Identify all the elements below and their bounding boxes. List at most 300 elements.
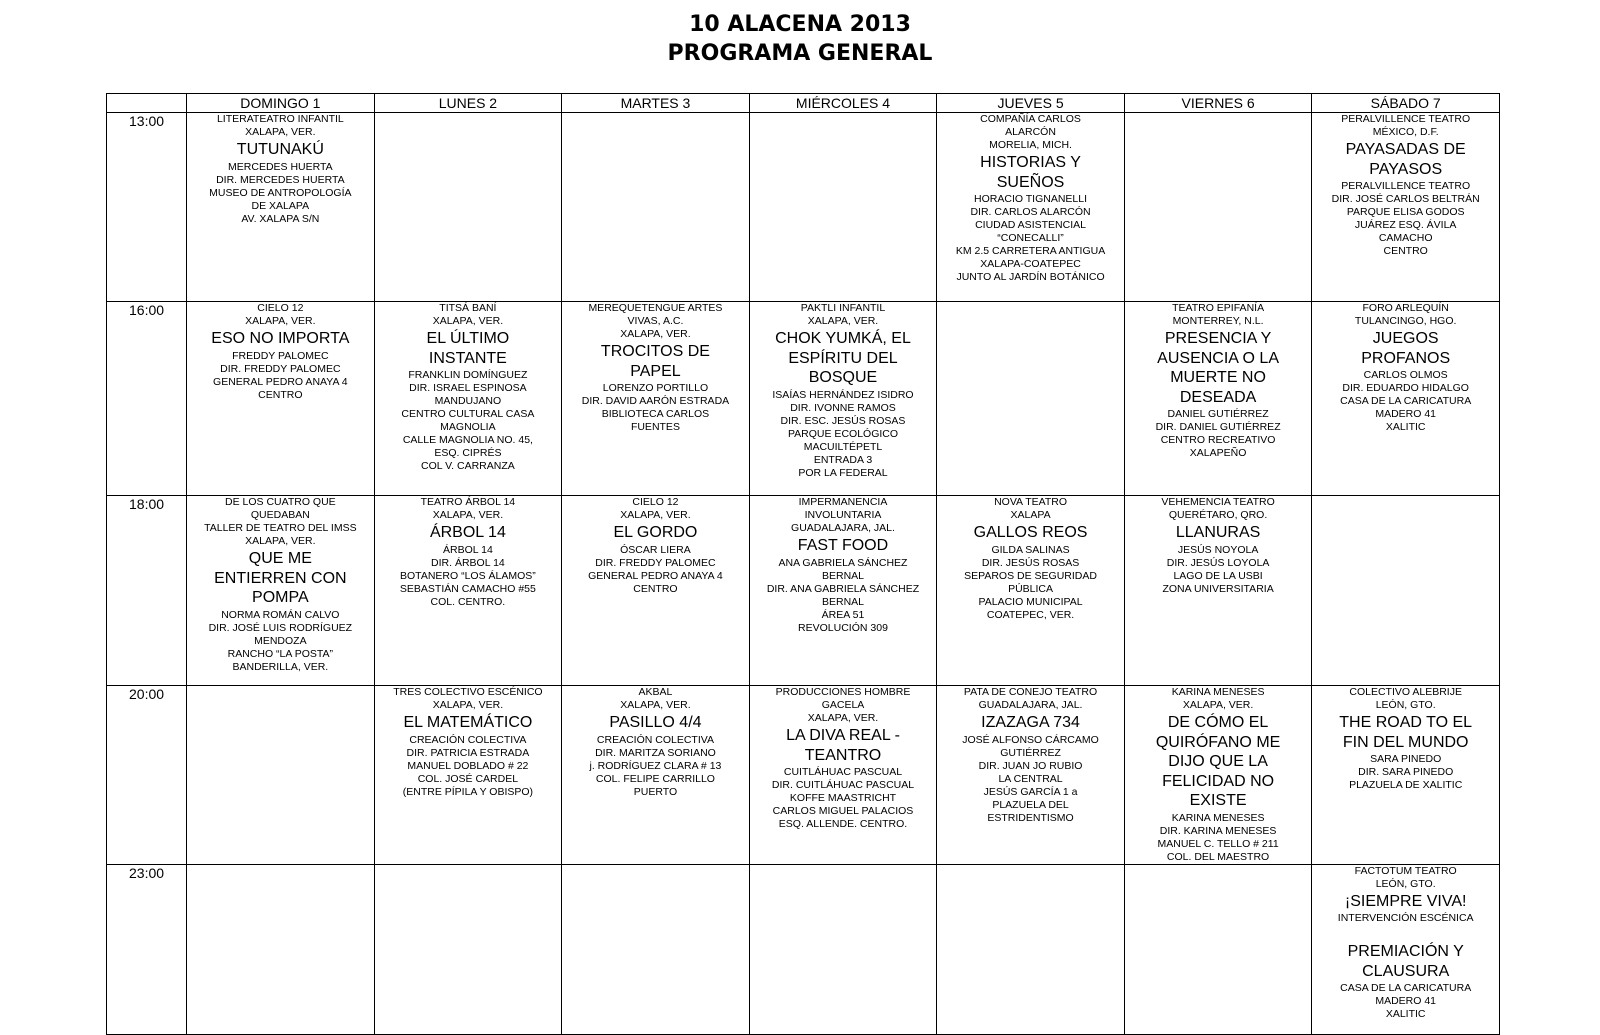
event-details — [939, 544, 1122, 622]
title-line: THE ROAD TO EL — [1339, 714, 1473, 731]
title-line: MUERTE NO — [1170, 369, 1266, 386]
detail-line: XALAPA, VER. — [432, 509, 504, 521]
detail-line: SEBASTIÁN CAMACHO #55 — [399, 582, 536, 595]
event-title — [939, 522, 1122, 544]
event-details — [752, 766, 935, 831]
detail-line: PÚBLICA — [1008, 582, 1053, 595]
event-details — [1314, 686, 1497, 712]
detail-line: XALAPA, VER. — [432, 315, 504, 327]
title-line: DIJO QUE LA — [1168, 753, 1268, 770]
detail-line: KARINA MENESES — [1171, 811, 1265, 824]
detail-line: KM 2.5 CARRETERA ANTIGUA — [955, 245, 1106, 257]
detail-line: FACTOTUM TEATRO — [1354, 864, 1457, 877]
detail-line: DIR. CARLOS ALARCÓN — [970, 206, 1091, 218]
event-cell — [937, 113, 1125, 302]
title-line: EL ÚLTIMO — [426, 330, 510, 347]
detail-line: PERALVILLENCE TEATRO — [1341, 180, 1471, 192]
title-line: CHOK YUMKÁ, EL — [775, 330, 911, 347]
detail-line: JUNTO AL JARDÍN BOTÁNICO — [956, 271, 1105, 283]
event-title — [189, 139, 372, 161]
event-cell — [1124, 496, 1312, 686]
detail-line: CENTRO CULTURAL CASA — [401, 408, 535, 420]
event-cell — [749, 496, 937, 686]
event-cell — [562, 302, 750, 496]
detail-line: DIR. KARINA MENESES — [1159, 824, 1277, 837]
event-details — [752, 557, 935, 635]
event-cell — [1124, 302, 1312, 496]
event-details — [1127, 302, 1310, 328]
event-cell — [1312, 113, 1500, 302]
time-row — [107, 496, 1500, 686]
time-label: 18:00 — [107, 496, 187, 686]
event-details — [377, 302, 560, 328]
detail-line: JUÁREZ ESQ. ÁVILA — [1354, 219, 1457, 231]
detail-line: CENTRO RECREATIVO — [1160, 434, 1276, 446]
detail-line: CARLOS OLMOS — [1363, 369, 1448, 381]
event-title — [189, 328, 372, 350]
title-line: ÁRBOL 14 — [429, 524, 506, 541]
time-row — [107, 302, 1500, 496]
detail-line: CREACIÓN COLECTIVA — [596, 733, 714, 746]
event-details — [1127, 544, 1310, 596]
title-line: ESPÍRITU DEL — [788, 349, 898, 367]
event-details — [189, 496, 372, 548]
event-title — [939, 712, 1122, 734]
detail-line: ISAÍAS HERNÁNDEZ ISIDRO — [772, 388, 914, 401]
time-row — [107, 113, 1500, 302]
event-details — [377, 544, 560, 609]
event-details — [564, 382, 747, 434]
event-title — [1314, 328, 1497, 369]
title-line: QUIRÓFANO ME — [1155, 733, 1281, 751]
detail-line: FORO ARLEQUÍN — [1362, 302, 1449, 314]
detail-line: CIELO 12 — [257, 302, 304, 314]
event-title — [1314, 891, 1497, 913]
detail-line: XALITIC — [1385, 421, 1426, 433]
detail-line: INVOLUNTARIA — [804, 509, 882, 521]
detail-line: XALAPA, VER. — [620, 699, 691, 711]
title-line: ESO NO IMPORTA — [211, 330, 350, 347]
detail-line: MERCEDES HUERTA — [228, 160, 333, 173]
detail-line: DIR. JUAN JO RUBIO — [978, 759, 1083, 772]
detail-line: GUADALAJARA, JAL. — [791, 522, 895, 534]
event-details — [564, 496, 747, 522]
event-cell — [937, 302, 1125, 496]
detail-line: DIR. IVONNE RAMOS — [790, 401, 896, 414]
detail-line: NORMA ROMÁN CALVO — [221, 608, 340, 621]
day-header: LUNES 2 — [374, 94, 562, 113]
detail-line: MADERO 41 — [1375, 995, 1437, 1007]
detail-line: XALAPA, VER. — [432, 699, 504, 711]
detail-line: XALAPA, VER. — [620, 509, 691, 521]
detail-line: CAMACHO — [1378, 232, 1433, 244]
detail-line: CUITLÁHUAC PASCUAL — [783, 766, 903, 778]
detail-line: COL. JOSÉ CARDEL — [417, 772, 519, 785]
detail-line: PERALVILLENCE TEATRO — [1341, 113, 1471, 125]
title-line: LA DIVA REAL - — [786, 727, 900, 744]
event-title — [939, 152, 1122, 193]
event-details — [189, 161, 372, 226]
detail-line: XALAPA, VER. — [245, 535, 316, 547]
day-header: MIÉRCOLES 4 — [749, 94, 937, 113]
detail-line: CARLOS MIGUEL PALACIOS — [772, 805, 914, 817]
detail-line: ANA GABRIELA SÁNCHEZ — [778, 556, 908, 569]
detail-line: XALAPA — [1010, 509, 1051, 521]
event-cell — [374, 113, 562, 302]
detail-line: j. RODRÍGUEZ CLARA # 13 — [589, 759, 722, 772]
title-line: EXISTE — [1189, 792, 1247, 809]
detail-line: DIR. JOSÉ LUIS RODRÍGUEZ — [208, 621, 353, 634]
detail-line: PLAZUELA DE XALITIC — [1349, 779, 1463, 791]
event-cell — [187, 113, 375, 302]
detail-line: DIR. EDUARDO HIDALGO — [1342, 382, 1469, 394]
event-title — [1314, 712, 1497, 753]
event-cell — [374, 686, 562, 865]
detail-line: TEATRO EPIFANÍA — [1172, 302, 1265, 314]
event-cell — [1312, 864, 1500, 1034]
detail-line: XALAPA, VER. — [807, 712, 879, 724]
detail-line: MACUILTÉPETL — [803, 440, 883, 453]
detail-line: GUADALAJARA, JAL. — [978, 699, 1083, 711]
time-label: 23:00 — [107, 864, 187, 1034]
title-line: TROCITOS DE — [600, 343, 710, 360]
title-line: SUEÑOS — [996, 173, 1065, 191]
detail-line: (ENTRE PÍPILA Y OBISPO) — [402, 785, 534, 798]
title-line: PRESENCIA Y — [1164, 330, 1272, 347]
corner-cell — [107, 94, 187, 113]
detail-line: KOFFE MAASTRICHT — [789, 792, 897, 804]
title-line: PASILLO 4/4 — [609, 714, 702, 731]
title-line: IZAZAGA 734 — [981, 714, 1080, 731]
detail-line: COMPAÑÍA CARLOS — [980, 113, 1081, 125]
title-line-1: 10 ALACENA 2013 — [689, 12, 911, 37]
detail-line: PATA DE CONEJO TEATRO — [963, 686, 1098, 698]
detail-line: XALAPA, VER. — [620, 328, 691, 340]
event-details — [1127, 686, 1310, 712]
detail-line: BERNAL — [821, 569, 864, 582]
event-cell — [374, 302, 562, 496]
schedule-table — [106, 93, 1500, 1035]
event-cell — [562, 113, 750, 302]
title-line: INSTANTE — [428, 349, 507, 367]
detail-line: COL. FELIPE CARRILLO — [595, 772, 715, 785]
event-cell — [937, 496, 1125, 686]
detail-line: GUTIÉRREZ — [1000, 746, 1061, 759]
detail-line: CIELO 12 — [632, 496, 679, 508]
document-title — [0, 10, 1600, 68]
event-cell — [749, 686, 937, 865]
event-title — [1127, 712, 1310, 812]
event-details — [1314, 180, 1497, 258]
spacer — [1314, 925, 1497, 941]
event-details — [1127, 408, 1310, 460]
title-line: PROFANOS — [1361, 349, 1451, 367]
detail-line: XALAPEÑO — [1189, 447, 1247, 459]
event-details — [377, 734, 560, 799]
detail-line: DIR. DANIEL GUTIÉRREZ — [1155, 421, 1281, 433]
detail-line: DIR. MERCEDES HUERTA — [216, 173, 345, 186]
detail-line: LEÓN, GTO. — [1375, 877, 1436, 890]
detail-line: ESTRIDENTISMO — [987, 811, 1074, 824]
title-line: JUEGOS — [1372, 330, 1439, 347]
header-row — [107, 94, 1500, 113]
detail-line: TALLER DE TEATRO DEL IMSS — [204, 522, 357, 534]
detail-line: MANDUJANO — [434, 395, 502, 407]
event-title — [1314, 941, 1497, 982]
event-cell — [1124, 113, 1312, 302]
title-line: HISTORIAS Y — [980, 154, 1081, 171]
detail-line: DIR. JESÚS ROSAS — [981, 556, 1080, 569]
event-title — [564, 522, 747, 544]
event-cell — [1124, 864, 1312, 1034]
detail-line: BOTANERO “LOS ÁLAMOS” — [400, 569, 536, 582]
event-title — [1314, 139, 1497, 180]
detail-line: CALLE MAGNOLIA NO. 45, — [402, 434, 533, 446]
detail-line: CREACIÓN COLECTIVA — [409, 733, 527, 746]
detail-line: ÓSCAR LIERA — [620, 543, 691, 556]
title-line: TUTUNAKÚ — [236, 141, 324, 158]
detail-line: MANUEL C. TELLO # 211 — [1157, 837, 1279, 850]
day-header: JUEVES 5 — [937, 94, 1125, 113]
event-cell — [1312, 496, 1500, 686]
detail-line: TEATRO ÁRBOL 14 — [420, 496, 516, 508]
detail-line: XALAPA, VER. — [807, 315, 879, 327]
detail-line: DIR. MARITZA SORIANO — [595, 746, 716, 759]
event-details — [939, 734, 1122, 825]
event-details — [939, 113, 1122, 152]
detail-line: LITERATEATRO INFANTIL — [216, 113, 344, 125]
detail-line: DIR. CUITLÁHUAC PASCUAL — [771, 779, 915, 791]
detail-line: DIR. ISRAEL ESPINOSA — [409, 382, 527, 394]
event-details — [1314, 113, 1497, 139]
detail-line: XALAPA, VER. — [245, 126, 316, 138]
detail-line: LEÓN, GTO. — [1375, 699, 1436, 711]
detail-line: MONTERREY, N.L. — [1172, 315, 1264, 327]
detail-line: ALARCÓN — [1005, 126, 1056, 138]
event-details — [377, 686, 560, 712]
detail-line: DE LOS CUATRO QUE — [225, 496, 336, 508]
event-details — [939, 496, 1122, 522]
detail-line: NOVA TEATRO — [994, 496, 1067, 508]
event-details — [939, 686, 1122, 712]
time-row — [107, 686, 1500, 865]
title-line: POMPA — [252, 589, 309, 606]
event-title — [1127, 522, 1310, 544]
event-details — [1314, 865, 1497, 891]
event-cell — [749, 113, 937, 302]
detail-line: DIR. PATRICIA ESTRADA — [406, 746, 530, 759]
detail-line: MEREQUETENGUE ARTES — [588, 302, 723, 314]
event-cell — [562, 496, 750, 686]
detail-line: GACELA — [821, 699, 865, 711]
event-title — [564, 341, 747, 382]
detail-line: KARINA MENESES — [1171, 686, 1265, 698]
event-title — [377, 522, 560, 544]
detail-line: ENTRADA 3 — [813, 453, 873, 466]
detail-line: DIR. ÁRBOL 14 — [431, 556, 505, 569]
detail-line: COL V. CARRANZA — [421, 460, 515, 472]
detail-line: CENTRO — [258, 388, 303, 401]
detail-line: CASA DE LA CARICATURA — [1340, 395, 1472, 407]
event-cell — [749, 302, 937, 496]
detail-line: REVOLUCIÓN 309 — [798, 621, 888, 634]
event-cell — [1312, 686, 1500, 865]
detail-line: COLECTIVO ALEBRIJE — [1349, 686, 1462, 698]
event-cell — [749, 864, 937, 1034]
title-line: FAST FOOD — [797, 537, 889, 554]
detail-line: SEPAROS DE SEGURIDAD — [964, 569, 1097, 582]
detail-line: DIR. ANA GABRIELA SÁNCHEZ — [766, 582, 920, 595]
title-line: LLANURAS — [1175, 524, 1261, 541]
event-cell — [937, 686, 1125, 865]
event-details — [377, 496, 560, 522]
detail-line: XALITIC — [1385, 1008, 1426, 1020]
detail-line: DIR. FREDDY PALOMEC — [595, 556, 716, 569]
title-line: TEANTRO — [804, 746, 882, 764]
detail-line: QUERÉTARO, QRO. — [1168, 509, 1268, 521]
event-cell — [374, 496, 562, 686]
title-line: GALLOS REOS — [973, 524, 1088, 541]
detail-line: POR LA FEDERAL — [798, 466, 888, 479]
title-line: FELICIDAD NO — [1162, 772, 1275, 790]
detail-line: TITSÁ BANÍ — [439, 302, 497, 314]
detail-line: CENTRO — [1383, 245, 1428, 257]
event-title — [377, 328, 560, 369]
detail-line: SARA PINEDO — [1370, 753, 1442, 765]
detail-line: MADERO 41 — [1375, 408, 1437, 420]
title-line: BOSQUE — [808, 369, 878, 386]
detail-line: FUENTES — [630, 421, 680, 433]
detail-line: TULANCINGO, HGO. — [1354, 315, 1457, 327]
detail-line: JESÚS GARCÍA 1 a — [983, 785, 1078, 798]
detail-line: HORACIO TIGNANELLI — [974, 193, 1088, 205]
event-cell — [1312, 302, 1500, 496]
title-line: AUSENCIA O LA — [1157, 349, 1279, 367]
time-row — [107, 864, 1500, 1034]
detail-line: TRES COLECTIVO ESCÉNICO — [393, 686, 543, 698]
detail-line: DIR. SARA PINEDO — [1358, 766, 1454, 778]
detail-line: “CONECALLI” — [997, 232, 1064, 244]
title-line: EL GORDO — [613, 524, 698, 541]
detail-line: QUEDABAN — [250, 509, 310, 521]
detail-line: XALAPA-COATEPEC — [980, 258, 1081, 270]
title-line: EL MATEMÁTICO — [403, 714, 533, 731]
title-line: PAPEL — [630, 362, 681, 380]
event-cell — [187, 864, 375, 1034]
detail-line: MUSEO DE ANTROPOLOGÍA — [209, 186, 352, 199]
detail-line: VIVAS, A.C. — [627, 315, 684, 327]
detail-line: DIR. DAVID AARÓN ESTRADA — [581, 395, 730, 407]
title-line-2: PROGRAMA GENERAL — [667, 41, 933, 66]
detail-line: AKBAL — [638, 686, 673, 698]
event-details — [752, 496, 935, 535]
detail-line: RANCHO “LA POSTA” — [227, 647, 334, 660]
detail-line: AV. XALAPA S/N — [241, 212, 320, 225]
event-details — [564, 302, 747, 341]
detail-line: DIR. JOSÉ CARLOS BELTRÁN — [1331, 193, 1480, 205]
detail-line: GILDA SALINAS — [991, 543, 1070, 556]
event-title — [752, 725, 935, 766]
detail-line: CIUDAD ASISTENCIAL — [975, 219, 1086, 231]
detail-line: BIBLIOTECA CARLOS — [601, 408, 710, 420]
detail-line: MORELIA, MICH. — [989, 139, 1072, 151]
detail-line: MÉXICO, D.F. — [1372, 126, 1439, 138]
event-details — [1314, 369, 1497, 434]
title-line: CLAUSURA — [1362, 962, 1450, 980]
title-line: ¡SIEMPRE VIVA! — [1344, 892, 1467, 910]
event-cell — [187, 302, 375, 496]
detail-line: COATEPEC, VER. — [986, 608, 1075, 621]
detail-line: VEHEMENCIA TEATRO — [1161, 496, 1275, 508]
detail-line: PAKTLI INFANTIL — [800, 302, 886, 314]
time-label: 16:00 — [107, 302, 187, 496]
title-line: DE CÓMO EL — [1167, 714, 1269, 731]
event-details — [1314, 982, 1497, 1021]
event-details — [189, 113, 372, 139]
detail-line: INTERVENCIÓN ESCÉNICA — [1337, 912, 1474, 924]
event-title — [752, 535, 935, 557]
event-details — [752, 686, 935, 725]
detail-line: XALAPA, VER. — [1182, 699, 1254, 711]
detail-line: DIR. FREDDY PALOMEC — [220, 362, 341, 375]
detail-line: XALAPA, VER. — [245, 315, 316, 327]
detail-line: MANUEL DOBLADO # 22 — [407, 759, 529, 772]
detail-line: IMPERMANENCIA — [798, 496, 888, 508]
title-line: ENTIERREN CON — [214, 569, 347, 587]
detail-line: LAGO DE LA USBI — [1173, 569, 1263, 582]
time-label: 20:00 — [107, 686, 187, 865]
detail-line: LA CENTRAL — [998, 772, 1063, 785]
event-cell — [937, 864, 1125, 1034]
detail-line: FREDDY PALOMEC — [232, 349, 329, 362]
event-details — [377, 369, 560, 473]
day-header: SÁBADO 7 — [1312, 94, 1500, 113]
event-details — [564, 544, 747, 596]
day-header: DOMINGO 1 — [187, 94, 375, 113]
event-details — [189, 609, 372, 674]
title-line: PAYASADAS DE — [1345, 141, 1466, 158]
detail-line: FRANKLIN DOMÍNGUEZ — [408, 369, 528, 381]
detail-line: ZONA UNIVERSITARIA — [1162, 582, 1274, 595]
detail-line: PARQUE ECOLÓGICO — [787, 427, 899, 440]
detail-line: MAGNOLIA — [440, 421, 496, 433]
event-title — [377, 712, 560, 734]
event-cell — [1124, 686, 1312, 865]
event-details — [1127, 812, 1310, 864]
detail-line: PUERTO — [633, 785, 678, 798]
event-details — [1127, 496, 1310, 522]
detail-line: JOSÉ ALFONSO CÁRCAMO — [962, 733, 1099, 746]
event-cell — [187, 686, 375, 865]
event-details — [752, 389, 935, 480]
event-title — [564, 712, 747, 734]
detail-line: GENERAL PEDRO ANAYA 4 — [588, 569, 723, 582]
detail-line: ESQ. ALLENDE. CENTRO. — [778, 818, 908, 830]
detail-line: COL. CENTRO. — [430, 595, 506, 608]
day-header: VIERNES 6 — [1124, 94, 1312, 113]
detail-line: ÁREA 51 — [821, 608, 865, 621]
detail-line: DE XALAPA — [251, 199, 310, 212]
detail-line: DIR. ESC. JESÚS ROSAS — [780, 414, 906, 427]
event-cell — [562, 686, 750, 865]
title-line: DESEADA — [1179, 388, 1257, 406]
detail-line: CASA DE LA CARICATURA — [1340, 982, 1472, 994]
detail-line: CENTRO — [633, 582, 678, 595]
event-cell — [374, 864, 562, 1034]
event-title — [189, 548, 372, 609]
detail-line: DANIEL GUTIÉRREZ — [1167, 408, 1269, 420]
title-line: FIN DEL MUNDO — [1342, 733, 1469, 751]
